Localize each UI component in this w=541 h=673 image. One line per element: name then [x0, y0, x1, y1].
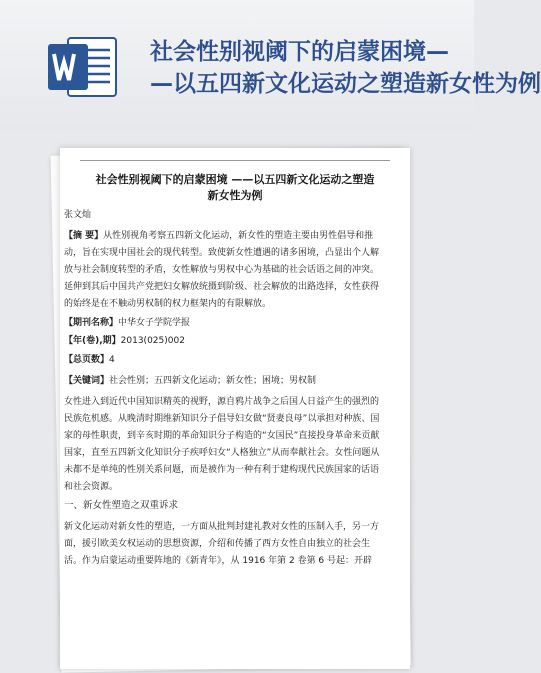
- author: 张文灿: [64, 210, 92, 220]
- pages-field: [64, 352, 380, 369]
- document-title-line2: 新女性为例: [207, 189, 263, 202]
- banner-title-line1: 社会性别视阈下的启蒙困境—: [150, 39, 449, 65]
- pages-value: 4: [109, 355, 115, 365]
- word-document-icon: [46, 36, 118, 98]
- body-paragraph-1: 女性进入到近代中国知识精英的视野，源自鸦片战争之后国人日益产生的强烈的民族危机感。从晚清时期维新知识分子倡导妇女做“贤妻良母”以承担对种族、国家的母性职责，到辛亥时期的革命知识分子构造的“女国民”直接投身革命来贡献国家，直至五四新文化知识分子疾呼妇女“人格独立”从而奉献社会。女性问题从未都不是单纯的性别关系问题，而是被作为一种有利于建构现代民族国家的话语和社会资源。: [64, 397, 380, 492]
- issue-value: 2013(025)002: [120, 336, 185, 346]
- issue-field: [64, 333, 380, 350]
- keywords-label: 【关键词】: [64, 376, 110, 386]
- header-banner: [0, 0, 541, 130]
- body-paragraph-2: 新文化运动对新女性的塑造，一方面从批判封建礼教对女性的压制入手，另一方面，援引欧美女权运动的思想资源，介绍和传播了西方女性自由独立的社会生活。作为启蒙运动重要阵地的《新青年》，从 1916 年第 2 卷第 6 号起：开辟: [64, 522, 380, 566]
- abstract-label: 【摘 要】: [64, 231, 104, 241]
- header-rule: [80, 160, 390, 161]
- banner-title: [150, 36, 541, 100]
- journal-label: 【期刊名称】: [64, 318, 119, 328]
- abstract: [64, 228, 380, 313]
- issue-label: 【年(卷),期】: [64, 336, 121, 346]
- section-heading-1: 一、新女性塑造之双重诉求: [64, 500, 179, 511]
- document-title: [80, 172, 390, 204]
- keywords-value: 社会性别；五四新文化运动；新女性；困境；男权制: [109, 376, 317, 386]
- journal-value: 中华女子学院学报: [118, 318, 191, 328]
- abstract-text: 从性别视角考察五四新文化运动，新女性的塑造主要由男性倡导和推动，旨在实现中国社会的现代转型。致使新女性遭遇的诸多困境，凸显出个人解放与社会制度转型的矛盾，女性解放与男权中心为基础的社会话语之间的冲突。延伸到其后中国共产党把妇女解放统摄到阶级、社会解放的出路选择，女性获得的始终是在不触动男权制的权力框架内的有限解放。: [64, 231, 380, 309]
- pages-label: 【总页数】: [64, 355, 110, 365]
- banner-title-line2: —以五四新文化运动之塑造新女性为例: [150, 71, 541, 97]
- keywords-field: [64, 373, 380, 390]
- journal-field: [64, 315, 380, 332]
- document-title-line1: 社会性别视阈下的启蒙困境 ——以五四新文化运动之塑造: [95, 173, 375, 186]
